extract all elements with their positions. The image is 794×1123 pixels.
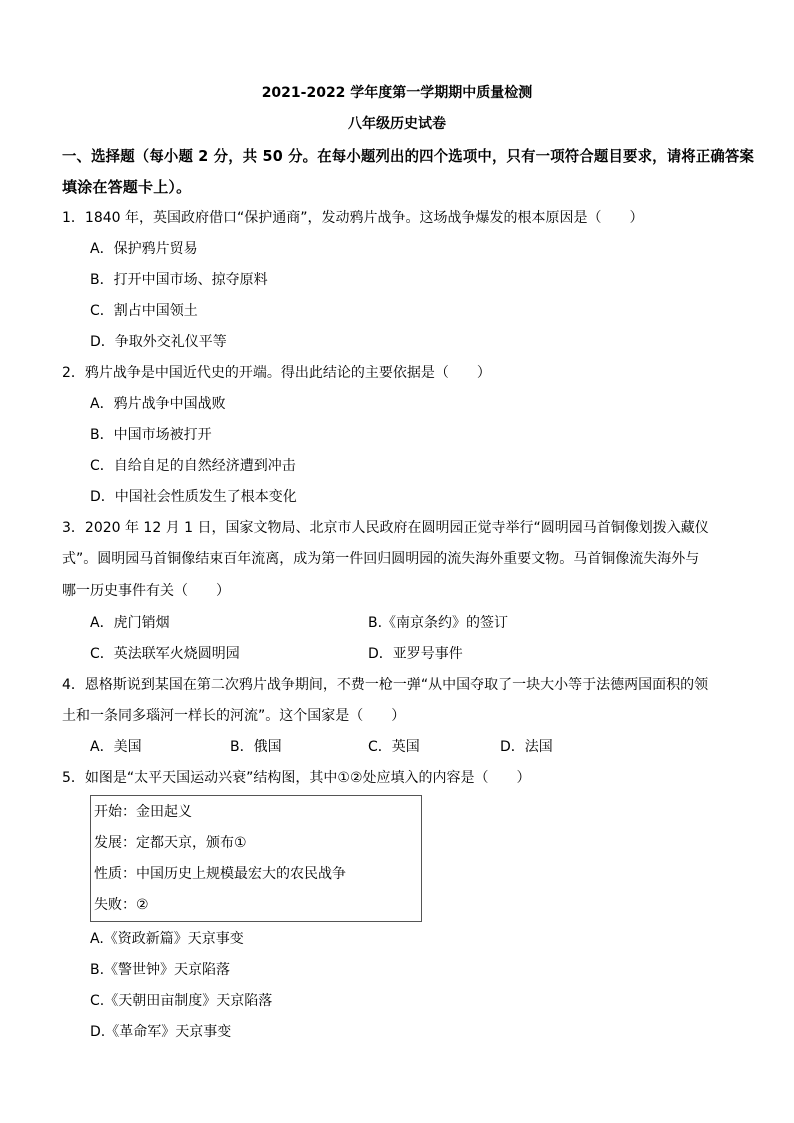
question-2-option-a: A．鸦片战争中国战败 bbox=[90, 396, 226, 412]
question-4-option-c: C．英国 bbox=[368, 739, 420, 755]
question-5-stem: 5．如图是“太平天国运动兴衰”结构图，其中①②处应填入的内容是（ ） bbox=[62, 770, 531, 786]
question-4-option-a: A．美国 bbox=[90, 739, 142, 755]
question-4-stem-line2: 土和一条同多瑙河一样长的河流”。这个国家是（ ） bbox=[62, 708, 406, 724]
question-1-option-c: C．割占中国领土 bbox=[90, 303, 198, 319]
question-3-stem-line2: 式”。圆明园马首铜像结束百年流离，成为第一件回归圆明园的流失海外重要文物。马首铜像流失海外与 bbox=[62, 551, 700, 567]
question-4-option-d: D．法国 bbox=[500, 739, 553, 755]
question-3-option-d: D．亚罗号事件 bbox=[368, 646, 463, 662]
question-1-option-d: D．争取外交礼仪平等 bbox=[90, 334, 227, 350]
diagram-line-nature: 性质：中国历史上规模最宏大的农民战争 bbox=[94, 866, 346, 882]
question-3-option-a: A．虎门销烟 bbox=[90, 615, 170, 631]
exam-subtitle: 八年级历史试卷 bbox=[348, 116, 446, 132]
exam-title: 2021-2022 学年度第一学期期中质量检测 bbox=[261, 85, 533, 101]
diagram-line-start: 开始：金田起义 bbox=[94, 804, 192, 820]
question-2-option-b: B．中国市场被打开 bbox=[90, 427, 212, 443]
diagram-line-development: 发展：定都天京，颁布① bbox=[94, 835, 247, 851]
question-3-stem-line1: 3．2020 年 12 月 1 日，国家文物局、北京市人民政府在圆明园正觉寺举行“圆明园马首铜像划拨入藏仪 bbox=[62, 520, 709, 536]
question-2-option-d: D．中国社会性质发生了根本变化 bbox=[90, 489, 297, 505]
question-5-option-a: A.《资政新篇》天京事变 bbox=[90, 931, 244, 947]
question-4-option-b: B．俄国 bbox=[230, 739, 282, 755]
question-3-stem-line3: 哪一历史事件有关（ ） bbox=[62, 583, 230, 599]
question-5-option-b: B.《警世钟》天京陷落 bbox=[90, 962, 231, 978]
question-3-option-b: B.《南京条约》的签订 bbox=[368, 615, 509, 631]
question-1-option-b: B．打开中国市场、掠夺原料 bbox=[90, 272, 268, 288]
section-heading-line2: 填涂在答题卡上）。 bbox=[62, 178, 192, 196]
question-5-option-d: D.《革命军》天京事变 bbox=[90, 1024, 232, 1040]
question-4-stem-line1: 4．恩格斯说到某国在第二次鸦片战争期间，不费一枪一弹“从中国夺取了一块大小等于法德两国面积的领 bbox=[62, 677, 709, 693]
diagram-line-failure: 失败：② bbox=[94, 897, 149, 913]
question-1-stem: 1．1840 年，英国政府借口“保护通商”，发动鸦片战争。这场战争爆发的根本原因是（ ） bbox=[62, 210, 644, 226]
question-1-option-a: A．保护鸦片贸易 bbox=[90, 241, 198, 257]
question-2-option-c: C．自给自足的自然经济遭到冲击 bbox=[90, 458, 296, 474]
question-2-stem: 2．鸦片战争是中国近代史的开端。得出此结论的主要依据是（ ） bbox=[62, 365, 491, 381]
question-5-option-c: C.《天朝田亩制度》天京陷落 bbox=[90, 993, 273, 1009]
section-heading-line1: 一、选择题（每小题 2 分，共 50 分。在每小题列出的四个选项中，只有一项符合题目要求，请将正确答案 bbox=[62, 147, 755, 165]
question-3-option-c: C．英法联军火烧圆明园 bbox=[90, 646, 240, 662]
